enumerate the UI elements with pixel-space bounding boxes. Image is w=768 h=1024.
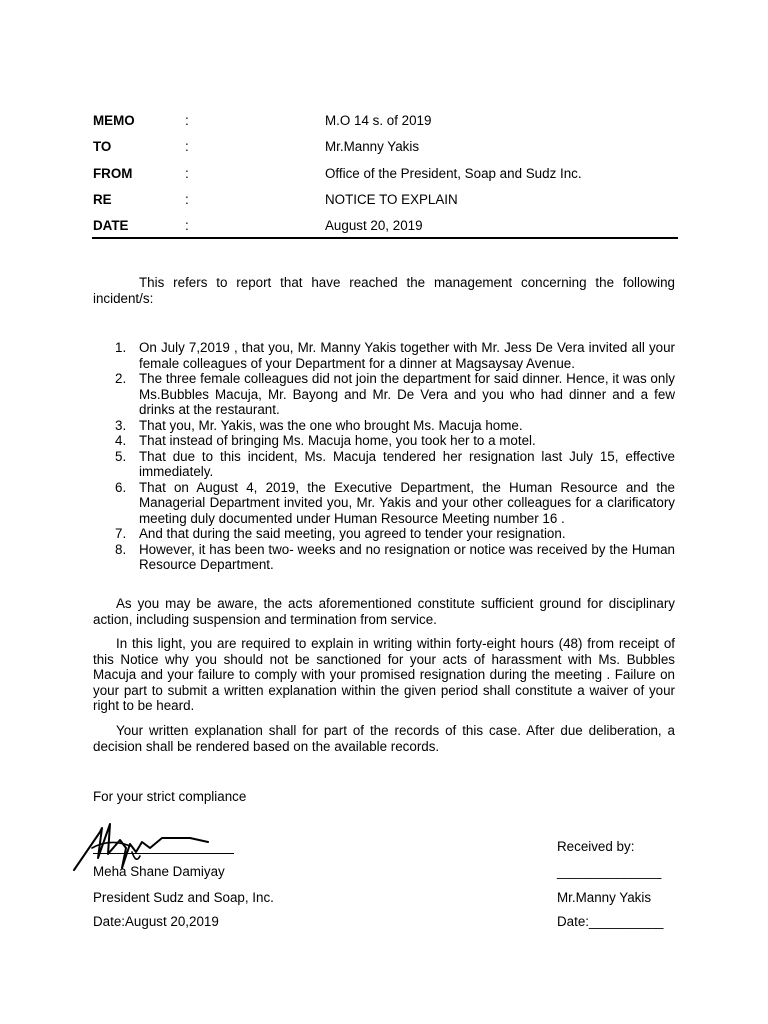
to-value: Mr.Manny Yakis <box>325 139 420 154</box>
list-item <box>93 371 675 418</box>
list-item <box>93 449 675 480</box>
list-item-text: The three female colleagues did not join the department for said dinner. Hence, it was only Ms.Bubbles Macuja, Mr. Bayong and Mr. De Vera and you who had dinner and a few drinks at the restaurant. <box>139 371 675 417</box>
list-item-number: 4. <box>115 433 127 448</box>
list-item-number: 1. <box>115 340 127 355</box>
memo-colon: : <box>185 113 189 128</box>
list-item <box>93 542 675 573</box>
re-colon: : <box>185 192 189 207</box>
list-item <box>93 526 675 542</box>
records-paragraph: Your written explanation shall for part of the records of this case. After due deliberation, a decision shall be rendered based on the available records. <box>93 723 675 754</box>
receiver-name: Mr.Manny Yakis <box>557 890 652 905</box>
to-colon: : <box>185 139 189 154</box>
list-item-number: 3. <box>115 417 127 433</box>
re-value: NOTICE TO EXPLAIN <box>325 192 458 207</box>
signatory-signature-line <box>93 853 234 854</box>
list-item-text: That instead of bringing Ms. Macuja home, you took her to a motel. <box>139 433 536 448</box>
to-label: TO <box>93 139 112 154</box>
list-item-text: And that during the said meeting, you agreed to tender your resignation. <box>139 526 566 541</box>
receiver-date: Date:__________ <box>557 914 664 929</box>
memo-value: M.O 14 s. of 2019 <box>325 113 432 128</box>
disciplinary-paragraph: As you may be aware, the acts aforementioned constitute sufficient ground for disciplinary action, including suspension and termination from service. <box>93 596 675 627</box>
header-divider <box>92 237 678 239</box>
date-value: August 20, 2019 <box>325 218 423 233</box>
date-colon: : <box>185 218 189 233</box>
list-item <box>93 418 675 434</box>
list-item <box>93 433 675 449</box>
receiver-signature-line: ______________ <box>557 864 662 879</box>
list-item-number: 6. <box>115 479 127 495</box>
list-item-number: 8. <box>115 541 127 557</box>
from-value: Office of the President, Soap and Sudz Inc. <box>325 166 582 181</box>
re-label: RE <box>93 192 112 207</box>
incident-list <box>93 340 675 573</box>
list-item-text: However, it has been two- weeks and no resignation or notice was received by the Human Resource Department. <box>139 541 675 572</box>
signatory-date: Date:August 20,2019 <box>93 914 219 929</box>
list-item-text: That you, Mr. Yakis, was the one who brought Ms. Macuja home. <box>139 417 523 433</box>
date-label: DATE <box>93 218 129 233</box>
list-item-text: That on August 4, 2019, the Executive Department, the Human Resource and the Managerial Department invited you, Mr. Yakis and your other colleagues for a clarificatory meeting duly documented under Human Resource Meeting number 16 . <box>139 479 675 526</box>
list-item-text: That due to this incident, Ms. Macuja tendered her resignation last July 15, effective immediately. <box>139 448 675 479</box>
signatory-name: Meha Shane Damiyay <box>93 864 225 879</box>
list-item <box>93 340 675 371</box>
list-item-text: On July 7,2019 , that you, Mr. Manny Yakis together with Mr. Jess De Vera invited all your female colleagues of your Department for a dinner at Magsaysay Avenue. <box>139 340 675 371</box>
closing-line: For your strict compliance <box>93 789 247 804</box>
list-item-number: 5. <box>115 448 127 464</box>
signatory-title: President Sudz and Soap, Inc. <box>93 890 274 905</box>
memo-label: MEMO <box>93 113 135 128</box>
intro-paragraph: This refers to report that have reached the management concerning the following incident/s: <box>93 275 675 306</box>
list-item <box>93 480 675 527</box>
from-label: FROM <box>93 166 133 181</box>
explanation-paragraph: In this light, you are required to explain in writing within forty-eight hours (48) from receipt of this Notice why you should not be sanctioned for your acts of harassment with Ms. Bubbles Macuja and your failure to comply with your promised resignation during the meeting . Failure on your part to submit a written explanation within the given period shall constitute a waiver of your right to be heard. <box>93 636 675 713</box>
received-by-label: Received by: <box>557 839 635 854</box>
list-item-number: 2. <box>115 371 127 386</box>
list-item-number: 7. <box>115 526 127 541</box>
from-colon: : <box>185 166 189 181</box>
